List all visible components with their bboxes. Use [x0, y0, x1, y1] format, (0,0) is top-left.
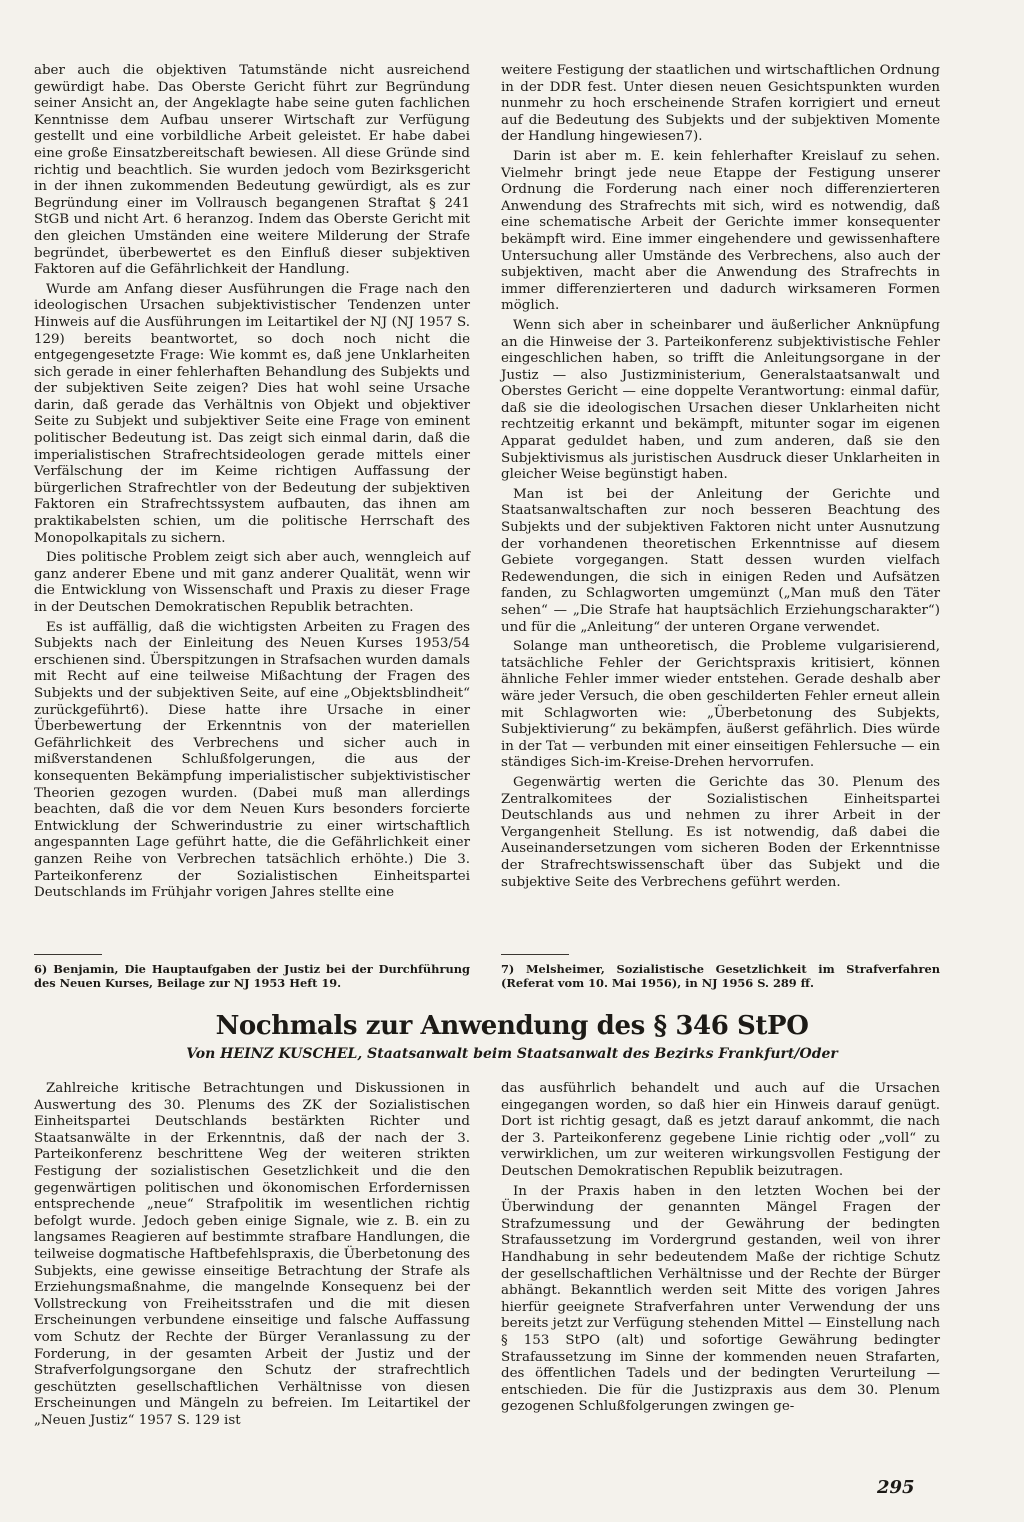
article-byline: Von HEINZ KUSCHEL, Staatsanwalt beim Staatsanwalt des Bezirks Frankfurt/Oder — [186, 1046, 838, 1062]
paragraph: Zahlreiche kritische Betrachtungen und Diskussionen in Auswertung des 30. Plenums des ZK der Sozialistischen Einheitspartei Deutschlands bestärkten Richter und Staatsanwälte in der Erkenntnis, daß der nach der 3. Parteikonferenz beschrittene Weg der weiteren strikten Festigung der sozialistischen Gesetzlichkeit und die den gegenwärtigen politischen und ökonomischen Erfordernissen entsprechende „neue“ Strafpolitik im wesentlichen richtig befolgt wurde. Jedoch geben einige Signale, wie z. B. ein zu langsames Reagieren auf bestimmte strafbare Handlungen, die teilweise dogmatische Haftbefehlspraxis, die Überbetonung des Subjekts, eine gewisse einseitige Betrachtung der Strafe als Erziehungsmaßnahme, die mangelnde Konsequenz bei der Vollstreckung von Freiheitsstrafen und die mit diesen Erscheinungen verbundene einseitige und falsche Auffassung vom Schutz der Rechte der Bürger Veranlassung zu der Forderung, in der gesamten Arbeit der Justiz und der Strafverfolgungsorgane den Schutz der strafrechtlich geschützten gesellschaftlichen Verhältnisse von diesen Erscheinungen und Mängeln zu befreien. Im Leitartikel der „Neuen Justiz“ 1957 S. 129 ist — [34, 1081, 470, 1428]
paragraph: Man ist bei der Anleitung der Gerichte und Staatsanwaltschaften zur noch besseren Beachtung des Subjekts und der subjektiven Faktoren nicht unter Ausnutzung der vorhandenen theoretischen Erkenntnisse auf diesem Gebiete vorgegangen. Statt dessen wurden vielfach Redewendungen, die sich in einigen Reden und Aufsätzen fanden, zu Schlagworten umgemünzt („Man muß den Täter sehen“ — „Die Strafe hat hauptsächlich Erziehungscharakter“) und für die „Anleitung“ der unteren Organe verwendet. — [501, 486, 940, 635]
footnote-7: 7) Melsheimer, Sozialistische Gesetzlichkeit im Strafverfahren (Referat vom 10. Mai 1956), in NJ 1956 S. 289 ff. — [501, 962, 940, 990]
paragraph: Darin ist aber m. E. kein fehlerhafter Kreislauf zu sehen. Vielmehr bringt jede neue Etappe der Festigung unserer Ordnung die Forderung nach einer noch differenzierteren Anwendung des Strafrechts mit sich, wird es notwendig, daß eine schematische Arbeit der Gerichte immer konsequenter bekämpft wird. Eine immer eingehendere und gewissenhaftere Untersuchung aller Umstände des Verbrechens, also auch der subjektiven, macht aber die Anwendung des Strafrechts in immer differenzierteren und dadurch wirksameren Formen möglich. — [501, 148, 940, 314]
paragraph: Dies politische Problem zeigt sich aber auch, wenngleich auf ganz anderer Ebene und mit ganz anderer Qualität, wenn wir die Entwicklung von Wissenschaft und Praxis zu dieser Frage in der Deutschen Demokratischen Republik betrachten. — [34, 550, 470, 615]
page-number: 295 — [877, 1477, 915, 1498]
column-right-top — [501, 63, 940, 894]
paragraph: In der Praxis haben in den letzten Wochen bei der Überwindung der genannten Mängel Fragen der Strafzumessung und der Gewährung der bedingten Strafaussetzung im Vordergrund gestanden, weil von ihrer Handhabung in sehr bedeutendem Maße der richtige Schutz der gesellschaftlichen Verhältnisse und der Rechte der Bürger abhängt. Bekanntlich werden seit Mitte des vorigen Jahres hierfür geeignete Strafverfahren unter Verwendung der uns bereits jetzt zur Verfügung stehenden Mittel — Einstellung nach § 153 StPO (alt) und sofortige Gewährung bedingter Strafaussetzung im Sinne der kommenden neuen Strafarten, des öffentlichen Tadels und der bedingten Verurteilung — entschieden. Die für die Justizpraxis aus dem 30. Plenum gezogenen Schlußfolgerungen zwingen ge- — [501, 1183, 940, 1415]
paragraph: Wurde am Anfang dieser Ausführungen die Frage nach den ideologischen Ursachen subjektivistischer Tendenzen unter Hinweis auf die Ausführungen im Leitartikel der NJ (NJ 1957 S. 129) bereits beantwortet, so doch noch nicht die entgegengesetzte Frage: Wie kommt es, daß jene Unklarheiten sich gerade in einer fehlerhaften Behandlung des Subjekts und der subjektiven Seite zeigen? Dies hat wohl seine Ursache darin, daß gerade das Verhältnis von Objekt und objektiver Seite zu Subjekt und subjektiver Seite eine Frage von eminent politischer Bedeutung ist. Das zeigt sich einmal darin, daß die imperialistischen Strafrechtsideologen gerade mittels einer Verfälschung der im Keime richtigen Auffassung der bürgerlichen Strafrechtler von der Bedeutung der subjektiven Faktoren ein Strafrechtssystem aufbauten, das ihnen am praktikabelsten schien, um die politische Herrschaft des Monopolkapitals zu sichern. — [34, 281, 470, 546]
paragraph: Solange man untheoretisch, die Probleme vulgarisierend, tatsächliche Fehler der Gerichtspraxis kritisiert, können ähnliche Fehler immer wieder entstehen. Gerade deshalb aber wäre jeder Versuch, die oben geschilderten Fehler erneut allein mit Schlagworten wie: „Überbetonung des Subjekts, Subjektivierung“ zu bekämpfen, äußerst gefährlich. Dies würde in der Tat — verbunden mit einer einseitigen Fehlersuche — ein ständiges Sich-im-Kreise-Drehen hervorrufen. — [501, 639, 940, 771]
column-left-bottom — [34, 1081, 470, 1432]
footnote-6: 6) Benjamin, Die Hauptaufgaben der Justiz bei der Durchführung des Neuen Kurses, Beilage zur NJ 1953 Heft 19. — [34, 962, 470, 990]
paragraph: Es ist auffällig, daß die wichtigsten Arbeiten zu Fragen des Subjekts nach der Einleitung des Neuen Kurses 1953/54 erschienen sind. Überspitzungen in Strafsachen wurden damals mit Recht auf eine teilweise Mißachtung der Fragen des Subjekts und der subjektiven Seite, auf eine „Objektsblindheit“ zurückgeführt6). Diese hatte ihre Ursache in einer Überbewertung der Erkenntnis von der materiellen Gefährlichkeit des Verbrechens und sicher auch in mißverstandenen Schlußfolgerungen, die aus der konsequenten Bekämpfung imperialistischer subjektivistischer Theorien gezogen wurden. (Dabei muß man allerdings beachten, daß die vor dem Neuen Kurs besonders forcierte Entwicklung der Schwerindustrie zu einer wirtschaftlich angespannten Lage geführt hatte, die die Gefährlichkeit einer ganzen Reihe von Verbrechen tatsächlich erhöhte.) Die 3. Parteikonferenz der Sozialistischen Einheitspartei Deutschlands im Frühjahr vorigen Jahres stellte eine — [34, 619, 470, 901]
paragraph: das ausführlich behandelt und auch auf die Ursachen eingegangen worden, so daß hier ein Hinweis darauf genügt. Dort ist richtig gesagt, daß es jetzt darauf ankommt, die nach der 3. Parteikonferenz gegebene Linie richtig oder „voll“ zu verwirklichen, um zur weiteren wirkungsvollen Festigung der Deutschen Demokratischen Republik beizutragen. — [501, 1081, 940, 1179]
column-left-top — [34, 63, 470, 905]
article-title: Nochmals zur Anwendung des § 346 StPO — [215, 1011, 809, 1041]
paragraph: weitere Festigung der staatlichen und wirtschaftlichen Ordnung in der DDR fest. Unter diesen neuen Gesichtspunkten wurden nunmehr zu hoch erscheinende Strafen korrigiert und erneut auf die Bedeutung des Subjekts und der subjektiven Momente der Handlung hingewiesen7). — [501, 63, 940, 145]
paragraph: Gegenwärtig werten die Gerichte das 30. Plenum des Zentralkomitees der Sozialistischen Einheitspartei Deutschlands aus und nehmen zu ihrer Arbeit in der Vergangenheit Stellung. Es ist notwendig, daß dabei die Auseinandersetzungen vom sicheren Boden der Erkenntnisse der Strafrechtswissenschaft über das Subjekt und die subjektive Seite des Verbrechens geführt werden. — [501, 774, 940, 890]
footnote-rule — [501, 954, 569, 955]
paragraph: Wenn sich aber in scheinbarer und äußerlicher Anknüpfung an die Hinweise der 3. Parteikonferenz subjektivistische Fehler eingeschlichen haben, so trifft die Anleitungsorgane in der Justiz — also Justizministerium, Generalstaatsanwalt und Oberstes Gericht — eine doppelte Verantwortung: einmal dafür, daß sie die ideologischen Ursachen dieser Unklarheiten nicht rechtzeitig erkannt und bekämpft, mitunter sogar im eigenen Apparat geduldet haben, und zum anderen, daß sie den Subjektivismus als juristischen Ausdruck dieser Unklarheiten in gleicher Weise begünstigt haben. — [501, 317, 940, 483]
column-right-bottom — [501, 1081, 940, 1419]
footnote-rule — [34, 954, 102, 955]
paragraph: aber auch die objektiven Tatumstände nicht ausreichend gewürdigt habe. Das Oberste Gericht führt zur Begründung seiner Ansicht an, der Angeklagte habe seine guten fachlichen Kenntnisse dem Aufbau unserer Wirtschaft zur Verfügung gestellt und eine vorbildliche Arbeit geleistet. Er habe dabei eine große Einsatzbereitschaft bewiesen. All diese Gründe sind richtig und beachtlich. Sie wurden jedoch vom Bezirksgericht in der ihnen zukommenden Bedeutung gewürdigt, als es zur Begründung einer im Vollrausch begangenen Straftat § 241 StGB und nicht Art. 6 heranzog. Indem das Oberste Gericht mit den gleichen Umständen eine weitere Milderung der Strafe begründet, überbewertet es den Einfluß dieser subjektiven Faktoren auf die Gefährlichkeit der Handlung. — [34, 63, 470, 278]
